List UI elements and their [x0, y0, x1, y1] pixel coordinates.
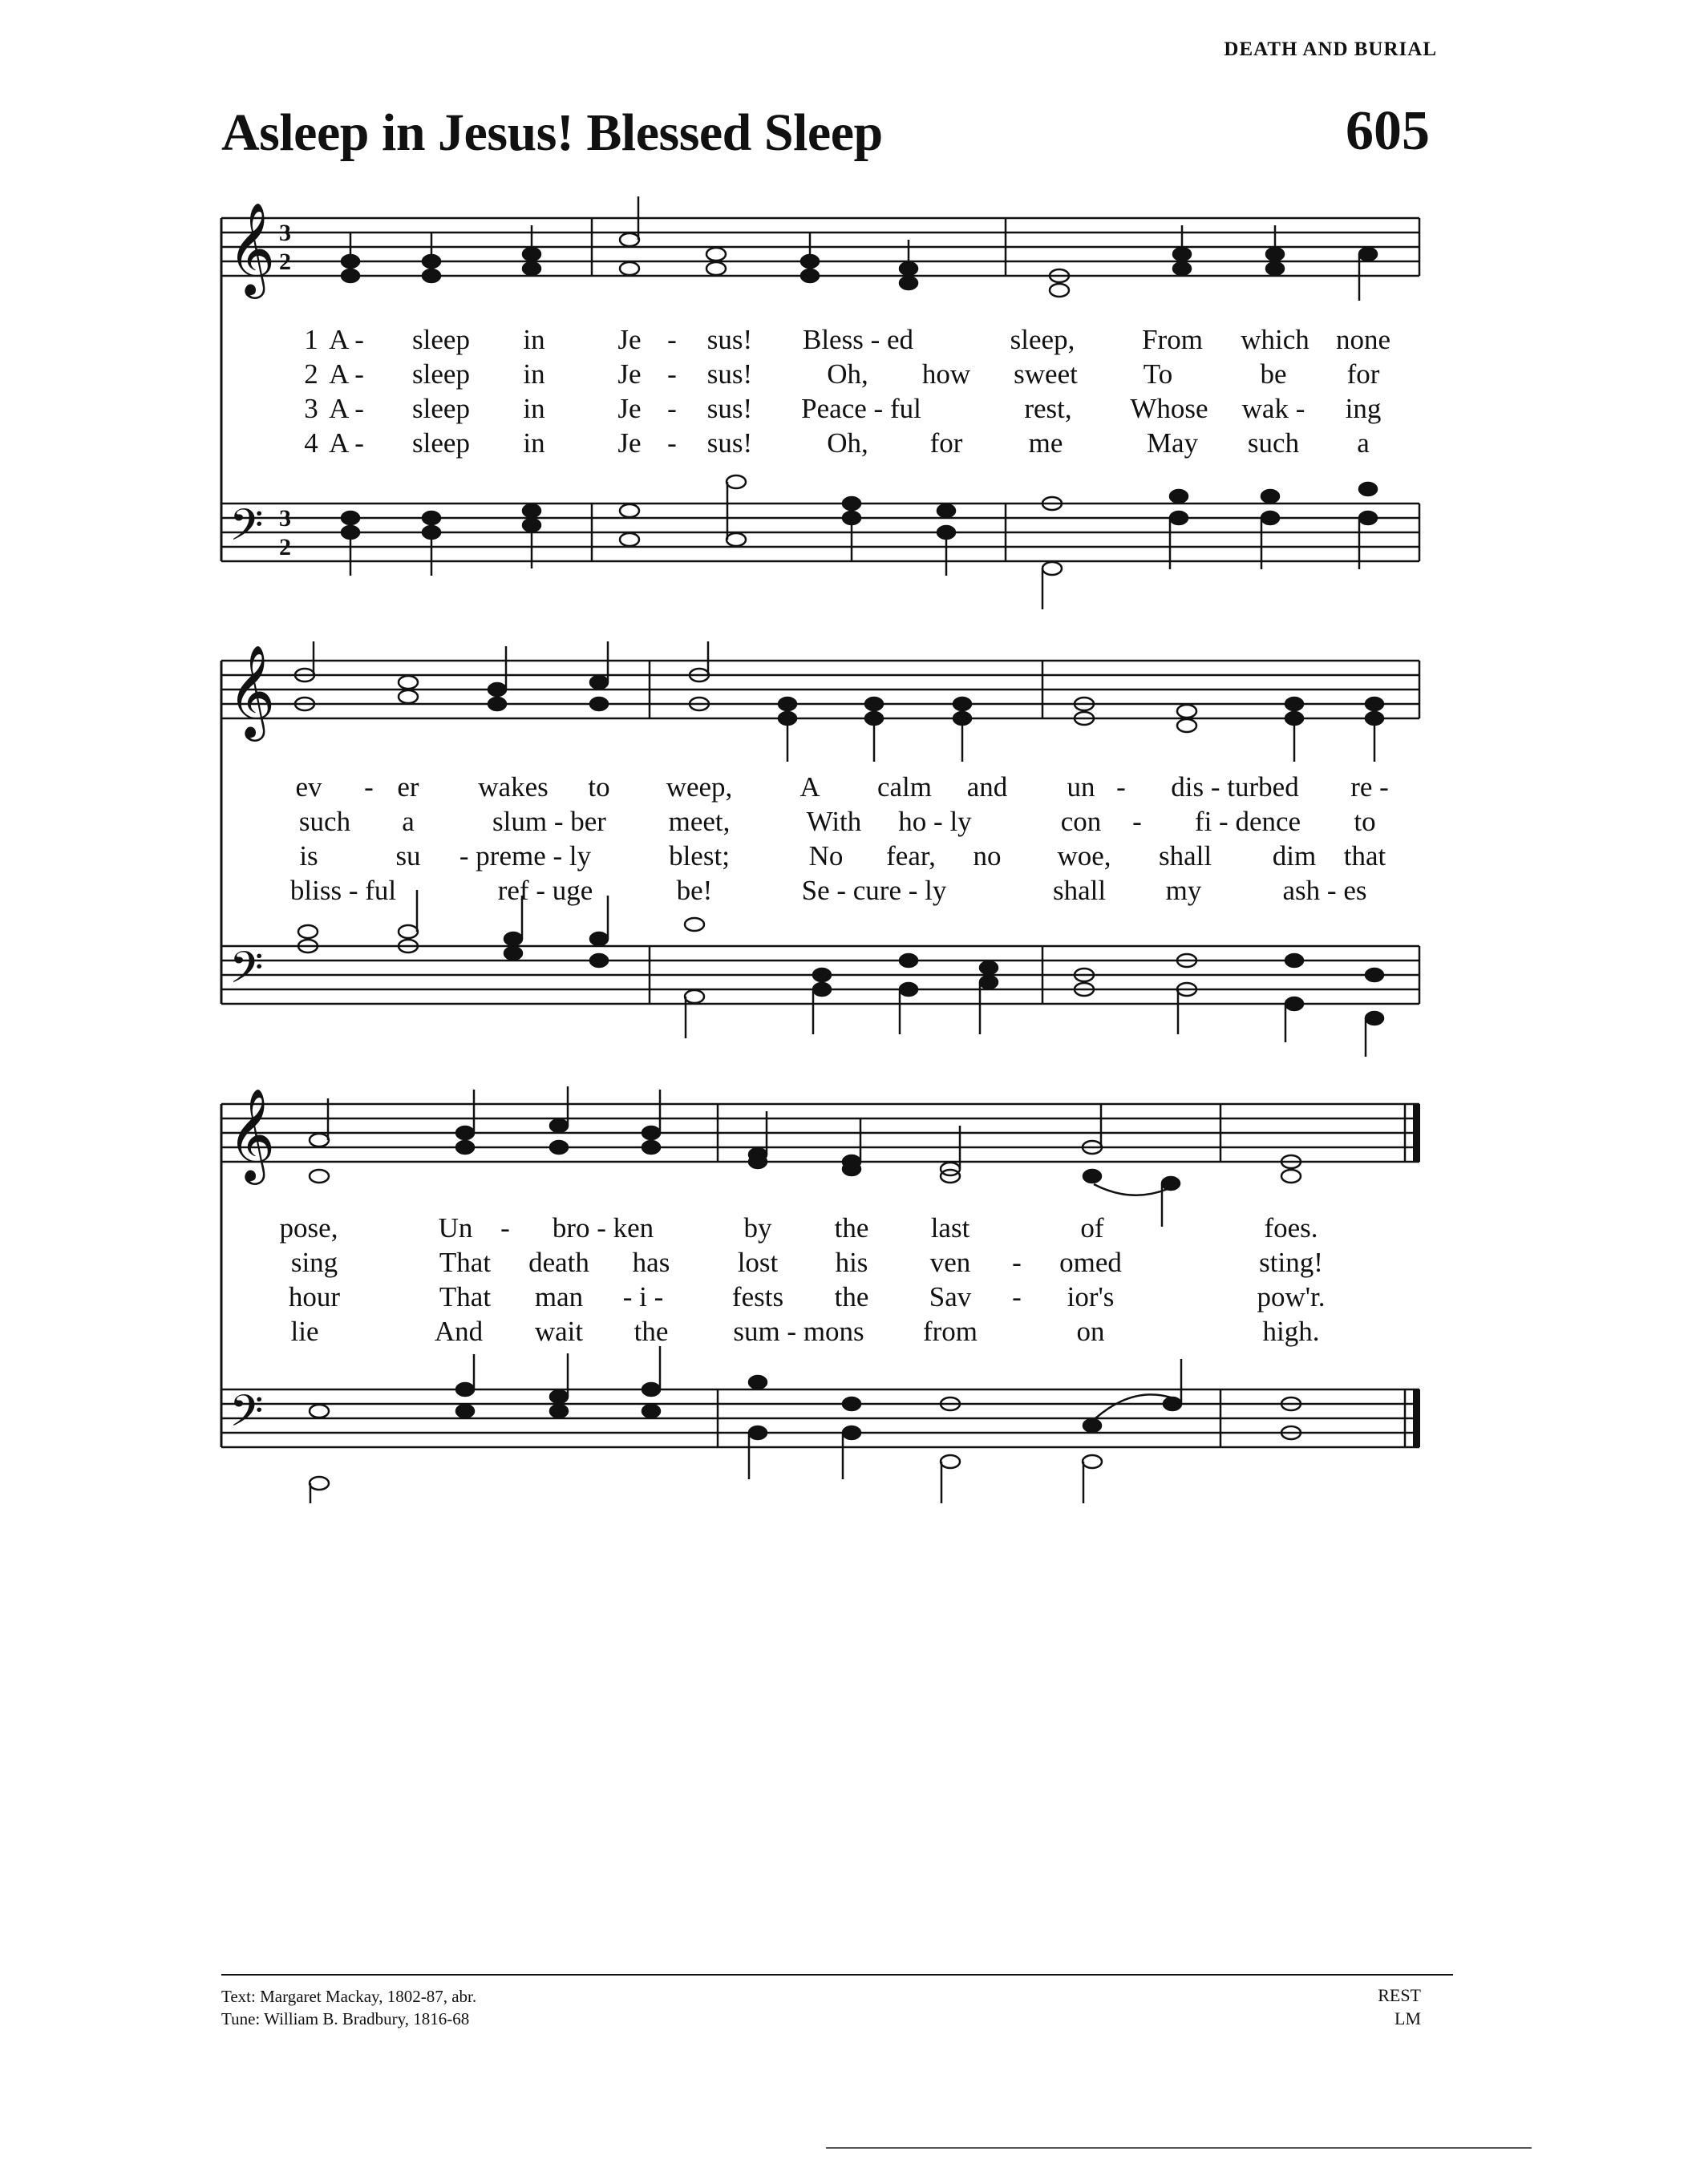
svg-text:𝄞: 𝄞: [228, 644, 276, 738]
meter: LM: [1394, 2008, 1421, 2028]
svg-text:𝄢: 𝄢: [229, 942, 264, 1004]
svg-text:𝄢: 𝄢: [229, 499, 264, 561]
verse-1-line: pose, Un - bro - ken by the last of foes.: [279, 1212, 1318, 1244]
hymn-title: Asleep in Jesus! Blessed Sleep: [221, 103, 883, 162]
footer-rule: [221, 1974, 1453, 1976]
verse-1-line: ev - er wakes to weep, A calm and un - dis - turbed re -: [295, 771, 1389, 803]
verse-4-line: 4 A - sleep in Je - sus! Oh, for me May such a: [304, 427, 1370, 459]
lyrics-system-1: [0, 322, 1692, 460]
lyrics-system-3: [0, 1211, 1692, 1349]
verse-2-line: such a slum - ber meet, With ho - ly con - fi - dence to: [298, 806, 1376, 837]
verse-4-line: bliss - ful ref - uge be! Se - cure - ly shall my ash - es: [289, 875, 1367, 906]
tune-name: REST: [1378, 1985, 1421, 2005]
verse-1-line: 1 A - sleep in Je - sus! Bless - ed sleep, From which none: [304, 324, 1391, 355]
svg-text:𝄞: 𝄞: [228, 1087, 276, 1181]
verse-2-line: 2 A - sleep in Je - sus! Oh, how sweet To be for: [304, 358, 1380, 390]
verse-3-line: hour That man - i - fests the Sav - ior's pow'r.: [288, 1281, 1326, 1312]
verse-2-line: sing That death has lost his ven - omed sting!: [290, 1247, 1323, 1278]
svg-text:𝄞: 𝄞: [228, 201, 276, 295]
verse-4-line: lie And wait the sum - mons from on high.: [290, 1316, 1320, 1347]
tune-credit: Tune: William B. Bradbury, 1816-68: [221, 2009, 470, 2028]
text-credit: Text: Margaret Mackay, 1802-87, abr.: [221, 1987, 477, 2006]
time-sig-top: 3: [279, 220, 291, 246]
verse-3-line: 3 A - sleep in Je - sus! Peace - ful rest, Whose wak - ing: [304, 393, 1382, 424]
svg-text:2: 2: [279, 534, 291, 560]
time-sig-bottom: 2: [279, 249, 291, 275]
verse-3-line: is su - preme - ly blest; No fear, no woe, shall dim that: [299, 840, 1386, 872]
bottom-rule: [826, 2147, 1532, 2149]
section-label: DEATH AND BURIAL: [1224, 38, 1437, 60]
svg-text:3: 3: [279, 505, 291, 532]
svg-text:𝄢: 𝄢: [229, 1385, 264, 1447]
hymn-number: 605: [1346, 100, 1430, 162]
lyrics-system-2: [0, 770, 1692, 908]
